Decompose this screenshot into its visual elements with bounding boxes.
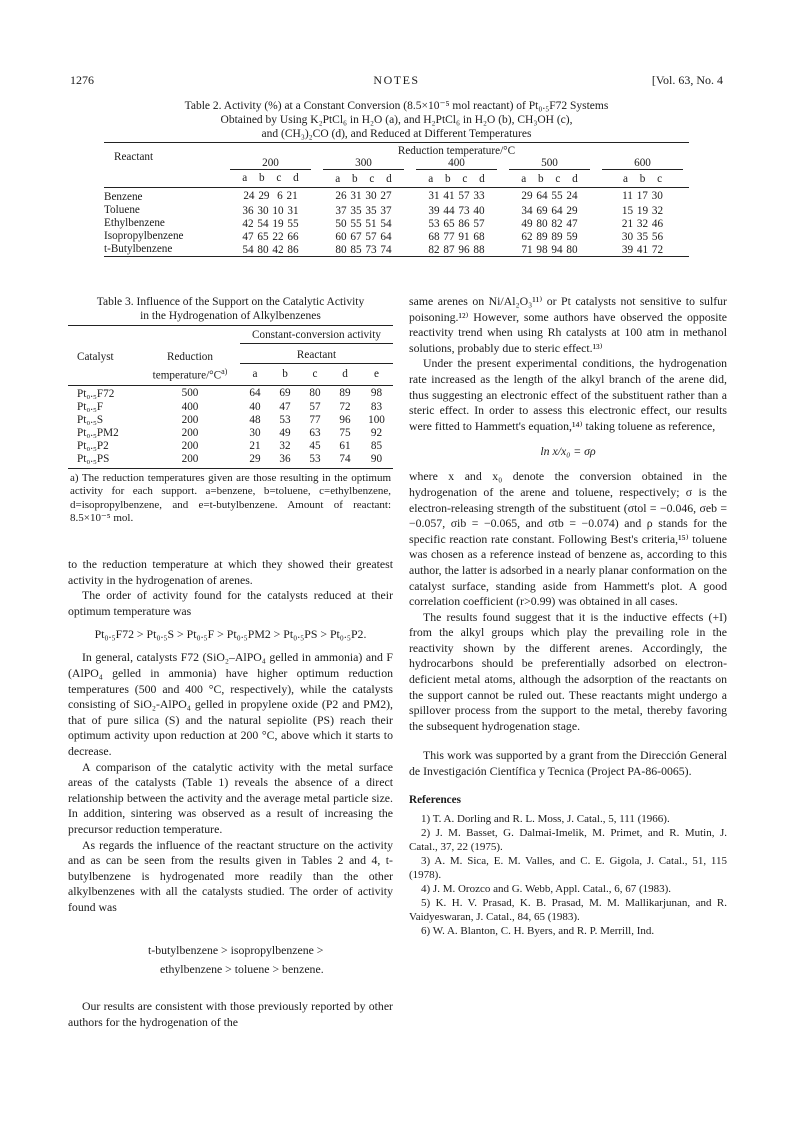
table3-catalyst-cell: Pt₀.₅S (77, 413, 104, 426)
table3-temp-footnote-mark: a) (221, 367, 228, 376)
table3-catalyst-cell: Pt₀.₅P2 (77, 439, 109, 452)
journal-volume: [Vol. 63, No. 4 (651, 73, 723, 87)
table3-value-cell: 83 (370, 401, 383, 414)
table3-caption-line: in the Hydrogenation of Alkylbenzenes (140, 310, 321, 322)
table3-row (68, 414, 393, 427)
table2-row (104, 230, 689, 243)
paragraph: In general, catalysts F72 (SiO₂–AlPO₄ gelled in ammonia) and F (AlPO₄ gelled in ammonia) have higher optimum reduction temperatures (500 and 400 °C, respectively), while the catalysts consisting of SiO₂-AlPO₄ gelled in propylene oxide (P2 and PM2), that of pure silica (S) and the natural sepiolite (PS) reach their optimum activity upon reduction at 200 °C, above which it starts to decrease. (68, 650, 393, 758)
table3-col-header: e (374, 368, 379, 381)
references-list (409, 812, 727, 938)
table3-value-cell: 47 (279, 401, 291, 414)
table2-group-header: Reduction temperature/°C (224, 143, 689, 158)
table2-value-cell: 49 80 82 47 (521, 217, 578, 230)
table2-temp-header: 600 (602, 157, 683, 170)
table3-reactant-header: Reactant (240, 349, 393, 364)
table2-value-cell: 21 32 46 (621, 217, 664, 230)
table3-value-cell: 32 (279, 440, 291, 453)
table3-value-cell: 40 (249, 401, 261, 414)
table3-value-cell: 75 (339, 427, 351, 440)
table2-value-cell: 47 65 22 66 (242, 230, 299, 243)
table3-temp-cell: 200 (181, 453, 199, 466)
table3-reduction-header: Reduction (167, 350, 213, 363)
table3-value-cell: 100 (368, 414, 385, 427)
table2-value-cell: 11 17 30 (622, 190, 663, 202)
table2-temp-header: 500 (509, 157, 590, 170)
table3-temp-cell: 400 (181, 401, 199, 414)
table3-temp-cell: 200 (181, 440, 199, 453)
table3-footnote: a) The reduction temperatures given are those resulting in the optimum activity for each support. a=benzene, b=toluene, c=ethylbenzene, d=isopropylbenzene, and e=t-butylbenzene. Amount of reactant: 8.5×10⁻⁵ mol. (68, 468, 393, 526)
table3-col-header: b (282, 368, 288, 381)
table3-value-cell: 74 (339, 453, 351, 466)
table3-catalyst-cell: Pt₀.₅F (77, 400, 104, 413)
table3-value-cell: 53 (309, 453, 321, 466)
table3-row (68, 427, 393, 440)
paragraph: same arenes on Ni/Al₂O₃¹¹⁾ or Pt catalysts not sensitive to sulfur poisoning.¹²⁾ However, some authors have observed the opposite reactivity trend when using Rh catalysts at 100 atm in methanol solutions, probably due to steric effect.¹³⁾ (409, 294, 727, 355)
references-heading: References (409, 793, 461, 806)
table3-body (68, 385, 393, 466)
table2-value-cell: 15 19 32 (621, 204, 664, 217)
table2-value-cell: 80 85 73 74 (335, 243, 392, 256)
table2-value-cell: 50 55 51 54 (335, 217, 392, 230)
table3-value-cell: 92 (370, 427, 383, 440)
table2-row (104, 188, 689, 205)
table3-value-cell: 48 (249, 414, 261, 427)
left-column (68, 557, 393, 1031)
reference-item: 4) J. M. Orozco and G. Webb, Appl. Catal., 6, 67 (1983). (421, 882, 672, 895)
table2-value-cell: 30 35 56 (621, 230, 664, 243)
table3-value-cell: 63 (309, 427, 321, 440)
table3-value-cell: 69 (279, 387, 291, 400)
table2-body (104, 188, 689, 257)
paragraph: Our results are consistent with those previously reported by other authors for the hydrogenation of the (68, 999, 393, 1030)
table3-catalyst-cell: Pt₀.₅PS (77, 452, 110, 465)
equation-reactant-order-line2: ethylbenzene > toluene > benzene. (160, 962, 324, 977)
table3-value-cell: 36 (279, 453, 291, 466)
paragraph: The order of activity found for the catalysts reduced at their optimum temperature was (68, 588, 393, 618)
table3-row (68, 453, 393, 466)
table2-value-cell: 53 65 86 57 (428, 217, 485, 230)
table2-row (104, 243, 689, 257)
table3-value-cell: 80 (309, 387, 321, 400)
section-heading: NOTES (373, 73, 420, 87)
table3-value-cell: 85 (370, 440, 383, 453)
table3-row (68, 401, 393, 414)
table3-value-cell: 61 (339, 440, 351, 453)
table2-value-cell: 54 80 42 86 (242, 243, 299, 256)
table3-value-cell: 98 (370, 387, 383, 400)
table2-temp-header: 300 (323, 157, 404, 170)
reference-item: 3) A. M. Sica, E. M. Valles, and C. E. Gigola, J. Catal., 51, 115 (1978). (409, 854, 727, 881)
table2-caption (90, 99, 703, 141)
table2 (104, 142, 689, 257)
table2-caption-line: Obtained by Using K₂PtCl₆ in H₂O (a), and H₂PtCl₆ in H₂O (b), CH₃OH (c), (220, 114, 573, 126)
table2-row (104, 217, 689, 230)
table3-value-cell: 96 (339, 414, 351, 427)
table3-value-cell: 49 (279, 427, 291, 440)
table3-activity-header: Constant-conversion activity (240, 329, 393, 344)
table3-temp-cell: 500 (181, 387, 199, 400)
table2-reactant-cell: Isopropylbenzene (104, 230, 184, 242)
table2-subcols: a b c d (521, 172, 578, 185)
table3-value-cell: 90 (370, 453, 383, 466)
table2-value-cell: 60 67 57 64 (335, 230, 392, 243)
table2-row (104, 204, 689, 217)
table2-value-cell: 42 54 19 55 (242, 217, 299, 230)
table2-value-cell: 34 69 64 29 (521, 204, 578, 217)
table2-caption-line: and (CH₃)₂CO (d), and Reduced at Different Temperatures (261, 128, 532, 140)
table2-value-cell: 39 41 72 (621, 243, 664, 256)
table3 (68, 325, 393, 526)
table3-value-cell: 45 (309, 440, 321, 453)
table2-subcols: a b c (622, 172, 663, 185)
table2-value-cell: 39 44 73 40 (428, 204, 485, 217)
table2-value-cell: 24 29 6 21 (243, 190, 298, 202)
table3-value-cell: 57 (309, 401, 321, 414)
table2-value-cell: 62 89 89 59 (521, 230, 578, 243)
right-column (409, 294, 727, 938)
table3-row (68, 440, 393, 453)
table2-reactant-cell: t-Butylbenzene (104, 243, 173, 255)
table3-value-cell: 21 (249, 440, 261, 453)
table2-value-cell: 29 64 55 24 (521, 190, 578, 202)
table3-row (68, 385, 393, 401)
table3-value-cell: 53 (279, 414, 291, 427)
table3-caption-line: Table 3. Influence of the Support on the Catalytic Activity (96, 296, 365, 308)
reference-item: 1) T. A. Dorling and R. L. Moss, J. Catal., 5, 111 (1966). (421, 812, 670, 825)
table2-value-cell: 68 77 91 68 (428, 230, 485, 243)
table3-col-header: a (252, 368, 258, 381)
equation-catalyst-order: Pt₀.₅F72 > Pt₀.₅S > Pt₀.₅F > Pt₀.₅PM2 > Pt₀.₅PS > Pt₀.₅P2. (94, 627, 367, 642)
table2-caption-line: Table 2. Activity (%) at a Constant Conversion (8.5×10⁻⁵ mol reactant) of Pt₀.₅F72 Systems (184, 100, 609, 112)
table3-col-header: c (312, 368, 318, 381)
table3-value-cell: 77 (309, 414, 321, 427)
table2-reactant-cell: Benzene (104, 191, 143, 203)
table2-subcols: a b c d (242, 172, 299, 184)
hammett-equation: ln x/x₀ = σρ (540, 444, 596, 459)
page-number: 1276 (70, 73, 94, 87)
equation-reactant-order-line1: t-butylbenzene > isopropylbenzene > (148, 943, 324, 958)
table2-reactant-cell: Toluene (104, 204, 140, 216)
table3-caption (68, 295, 393, 323)
table3-value-cell: 30 (249, 427, 261, 440)
reference-item: 2) J. M. Basset, G. Dalmai-Imelik, M. Primet, and R. Mutin, J. Catal., 37, 22 (1975). (409, 826, 727, 853)
table2-value-cell: 26 31 30 27 (335, 190, 392, 202)
table3-value-cell: 64 (249, 387, 261, 400)
table3-catalyst-cell: Pt₀.₅F72 (77, 387, 115, 400)
table2-value-cell: 37 35 35 37 (335, 204, 392, 217)
table3-catalyst-cell: Pt₀.₅PM2 (77, 426, 119, 439)
table2-temp-header: 200 (230, 157, 311, 170)
paragraph: to the reduction temperature at which they showed their greatest activity in the hydrogenation of arenes. (68, 557, 393, 587)
table3-value-cell: 72 (339, 401, 351, 414)
reference-item: 5) K. H. V. Prasad, K. B. Prasad, M. M. Mallikarjunan, and R. Vaidyeswaran, J. Catal., 84, 65 (1983). (409, 896, 727, 923)
table2-reactant-cell: Ethylbenzene (104, 217, 165, 229)
table2-value-cell: 31 41 57 33 (428, 190, 485, 202)
table3-col-header: d (342, 368, 348, 381)
table3-temp-header: temperature/$^\circ C^{a)}$ (152, 367, 228, 382)
table2-reactant-header: Reactant (104, 143, 224, 171)
table2-value-cell: 36 30 10 31 (242, 204, 299, 217)
table3-value-cell: 29 (249, 453, 261, 466)
table2-value-cell: 82 87 96 88 (428, 243, 485, 256)
table2-subcols: a b c d (335, 172, 392, 185)
table3-grid (68, 325, 393, 466)
reference-item: 6) W. A. Blanton, C. H. Byers, and R. P. Merrill, Ind. (421, 924, 655, 937)
paragraph: where x and x₀ denote the conversion obtained in the hydrogenation of the arene and toluene, respectively; σ is the electron-releasing strength of the substituent (σtol = −0.046, σeb = −0.057, σib = −0.065, and σtb = −0.074) and ρ stands for the specific reaction rate constant. Following Best's criteria,¹⁵⁾ toluene was chosen as a reference instead of benzene as, according to this author, the latter is adsorbed in a nearly planar conformation on the catalyst surface, standing aside from Hammett's plot. A good correlation coefficient (r>0.99) was obtained in all cases. (409, 469, 727, 609)
table3-catalyst-header: Catalyst (77, 350, 114, 363)
paragraph: A comparison of the catalytic activity with the metal surface areas of the catalysts (Table 1) reveals the absence of a direct relationship between the activity and the average metal particle size. In addition, sintering was observed as a result of increasing the precursor reduction temperature. (68, 759, 393, 836)
paragraph: Under the present experimental conditions, the hydrogenation rate increased as the length of the alkyl branch of the arene did, thus suggesting an electronic effect of the substituent rather than a steric effect. In order to assess this electronic effect, our results were fitted to Hammett's equation,¹⁴⁾ taking toluene as reference, (409, 356, 727, 433)
paragraph: The results found suggest that it is the inductive effects (+I) from the alkyl groups which play the prevailing role in the reactivity shown by the different arenes. Accordingly, the hydrocarbons should be preferentially adsorbed on electron-deficient metal atoms, although the adsorption of the reactants on the support cannot be ruled out. These reactants might undergo a spillover process from the support to the metal, thereby favoring the subsequent hydrogenation stage. (409, 609, 727, 733)
paragraph: As regards the influence of the reactant structure on the activity and as can be seen from the results given in Tables 2 and 4, t-butylbenzene is hydrogenated more readily than the other alkylbenzenes with all the catalysts studied. The order of activity found was (68, 837, 393, 914)
table2-grid (104, 142, 689, 257)
table2-subcols: a b c d (428, 172, 485, 185)
table3-temp-cell: 200 (181, 427, 199, 440)
table2-value-cell: 71 98 94 80 (521, 243, 578, 256)
acknowledgement: This work was supported by a grant from the Dirección General de Investigación Científica y Tecnica (Project PA-86-0065). (409, 748, 727, 779)
table3-temp-cell: 200 (181, 414, 199, 427)
table2-temp-header: 400 (416, 157, 497, 170)
table3-value-cell: 89 (339, 387, 351, 400)
